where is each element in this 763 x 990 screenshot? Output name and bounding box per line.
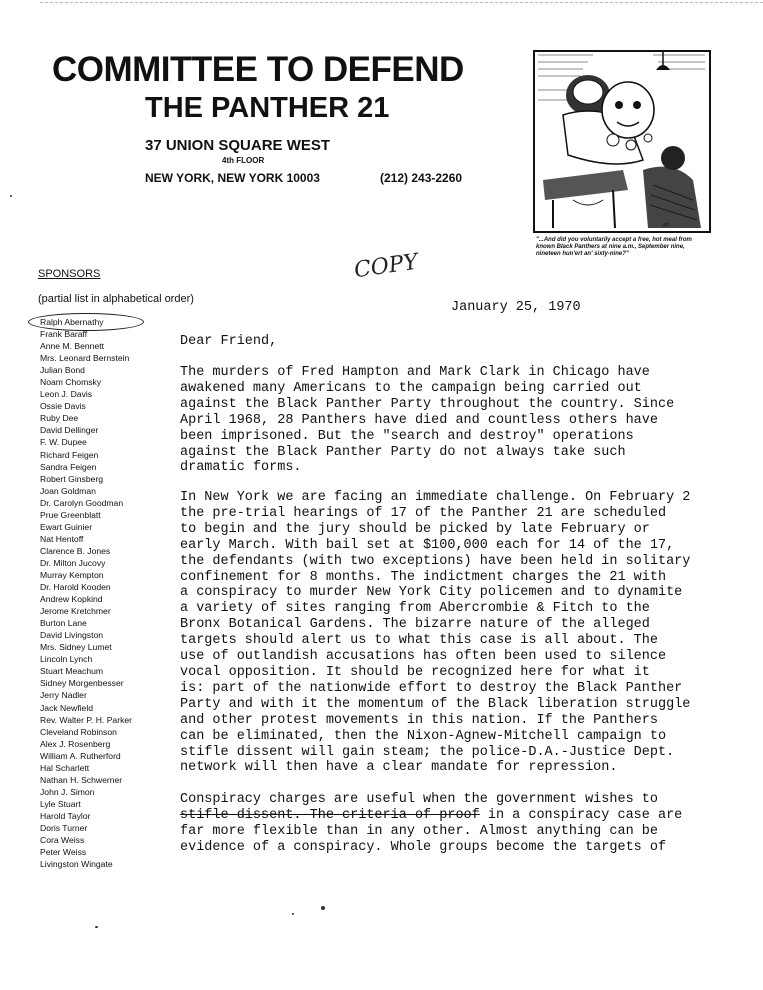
sponsor-name: Frank Baraff xyxy=(40,329,88,340)
sponsor-name: Mrs. Leonard Bernstein xyxy=(40,353,130,364)
sponsor-name: Clarence B. Jones xyxy=(40,545,111,556)
paragraph-line: the defendants (with two exceptions) have been held in solitary xyxy=(180,553,691,569)
paragraph-line: Bronx Botanical Gardens. The bizarre nature of the alleged xyxy=(180,617,650,633)
paragraph-line: use of outlandish accusations has often been used to silence xyxy=(180,649,667,665)
paragraph-line: Conspiracy charges are useful when the government wishes to xyxy=(180,792,658,807)
sponsor-name: Prue Greenblatt xyxy=(40,509,101,520)
sponsor-name: Anne M. Bennett xyxy=(40,341,105,352)
sponsor-name: Sidney Morgenbesser xyxy=(40,678,124,689)
letterhead-subtitle: THE PANTHER 21 xyxy=(145,92,390,124)
sponsor-name: Stuart Meachum xyxy=(40,666,104,677)
sponsor-name: Dr. Harold Kooden xyxy=(40,582,111,593)
paragraph-line: is: part of the nationwide effort to destroy the Black Panther xyxy=(180,680,683,696)
sponsor-name: Jerome Kretchmer xyxy=(40,606,111,617)
paragraph-line: against the Black Panther Party do not always take such xyxy=(180,444,626,460)
sponsor-name: Doris Turner xyxy=(40,822,88,833)
paragraph-line: to begin and the jury should be picked by late February or xyxy=(180,521,650,537)
sponsors-list xyxy=(40,316,132,870)
paragraph-line: against the Black Panther Party throughout the country. Since xyxy=(180,396,675,412)
sponsor-name: William A. Rutherford xyxy=(40,750,121,761)
paragraph-line xyxy=(180,808,682,824)
paragraph-line: targets should alert us to what this case is all about. The xyxy=(180,633,658,649)
paragraph-line: far more flexible than in any other. Almost anything can be xyxy=(180,823,658,839)
svg-text:art: art xyxy=(663,222,669,228)
copy-stamp: COPY xyxy=(352,249,420,284)
paragraph-line: The murders of Fred Hampton and Mark Clark in Chicago have xyxy=(180,365,650,380)
sponsor-name: Nathan H. Schwerner xyxy=(40,774,123,785)
page-top-edge xyxy=(40,2,763,3)
sponsor-name: Hal Scharlett xyxy=(40,762,90,773)
paragraph-line: a variety of sites ranging from Abercrombie & Fitch to the xyxy=(180,601,650,617)
sponsor-name: John J. Simon xyxy=(40,786,95,797)
sponsor-name: David Livingston xyxy=(40,630,104,641)
letter-paragraph-2 xyxy=(180,490,690,776)
sponsor-name: Lyle Stuart xyxy=(40,798,81,809)
sponsor-name: Mrs. Sidney Lumet xyxy=(40,642,112,653)
paragraph-line-rest: in a conspiracy case are xyxy=(479,807,683,823)
sponsor-name: Sandra Feigen xyxy=(40,461,97,472)
sponsor-name: Jerry Nadler xyxy=(40,690,87,701)
political-cartoon xyxy=(533,50,711,233)
paragraph-line: and other protest movements in this nation. If the Panthers xyxy=(180,712,658,728)
sponsor-name: Ossie Davis xyxy=(40,401,86,412)
sponsor-name: Jack Newfield xyxy=(40,702,94,713)
sponsor-name: Andrew Kopkind xyxy=(40,594,103,605)
cartoon-caption: "...And did you voluntarily accept a free, hot meal from known Black Panthers at nine a.m., September nine, nineteen hun'ert an' sixty-nine?" xyxy=(536,237,692,258)
letterhead-address: 37 UNION SQUARE WEST xyxy=(145,137,331,154)
sponsor-name: Ewart Guinier xyxy=(40,521,93,532)
paragraph-line: Party and with it the momentum of the Black liberation struggle xyxy=(180,696,691,712)
struck-text: stifle dissent. The criteria of proof xyxy=(180,807,480,823)
scan-speck xyxy=(10,195,12,197)
paragraph-line: awakened many Americans to the campaign being carried out xyxy=(180,380,642,396)
paragraph-line: been imprisoned. But the "search and destroy" operations xyxy=(180,428,634,444)
sponsor-name: Lincoln Lynch xyxy=(40,654,93,665)
scan-speck xyxy=(321,906,325,910)
letter-paragraph-1 xyxy=(180,365,674,476)
scan-speck xyxy=(95,926,98,928)
sponsors-note: (partial list in alphabetical order) xyxy=(38,293,194,305)
letter-paragraph-3 xyxy=(180,792,682,856)
sponsors-heading: SPONSORS xyxy=(38,268,101,280)
paragraph-line: evidence of a conspiracy. Whole groups become the targets of xyxy=(180,839,667,855)
sponsor-name: Ralph Abernathy xyxy=(40,317,104,327)
paragraph-line: network will then have a clear mandate for repression. xyxy=(180,760,618,776)
sponsor-name: Murray Kempton xyxy=(40,569,104,580)
paragraph-line: early March. With bail set at $100,000 each for 14 of the 17, xyxy=(180,537,675,553)
paragraph-line: dramatic forms. xyxy=(180,460,302,476)
sponsor-name: Richard Feigen xyxy=(40,449,99,460)
sponsor-name: Harold Taylor xyxy=(40,810,91,821)
sponsor-name: Leon J. Davis xyxy=(40,389,93,400)
paragraph-line: the pre-trial hearings of 17 of the Panther 21 are scheduled xyxy=(180,505,667,521)
sponsor-name: Noam Chomsky xyxy=(40,377,102,388)
paragraph-line: In New York we are facing an immediate challenge. On February 2 xyxy=(180,490,691,505)
sponsor-name: Alex J. Rosenberg xyxy=(40,738,111,749)
paragraph-line: April 1968, 28 Panthers have died and countless others have xyxy=(180,412,658,428)
sponsor-name: Robert Ginsberg xyxy=(40,473,104,484)
sponsor-name: Cora Weiss xyxy=(40,835,85,846)
paragraph-line: stifle dissent will gain steam; the police-D.A.-Justice Dept. xyxy=(180,744,675,760)
paragraph-line: confinement for 8 months. The indictment charges the 21 with xyxy=(180,569,667,585)
sponsor-name: Ruby Dee xyxy=(40,413,79,424)
letter-salutation: Dear Friend, xyxy=(180,334,278,349)
sponsor-name: Joan Goldman xyxy=(40,485,96,496)
sponsor-name: Burton Lane xyxy=(40,618,87,629)
paragraph-line: can be eliminated, then the Nixon-Agnew-Mitchell campaign to xyxy=(180,728,667,744)
sponsor-name: David Dellinger xyxy=(40,425,99,436)
paragraph-line: vocal opposition. It should be recognized here for what it xyxy=(180,664,650,680)
sponsor-name: Dr. Carolyn Goodman xyxy=(40,497,124,508)
paragraph-line: a conspiracy to murder New York City policemen and to dynamite xyxy=(180,585,683,601)
sponsor-name: F. W. Dupee xyxy=(40,437,87,448)
sponsor-name: Rev. Walter P. H. Parker xyxy=(40,714,133,725)
sponsor-name: Dr. Milton Jucovy xyxy=(40,557,106,568)
letter-date: January 25, 1970 xyxy=(451,300,581,315)
letterhead-city: NEW YORK, NEW YORK 10003 xyxy=(145,171,320,185)
sponsor-name: Nat Hentoff xyxy=(40,533,84,544)
letterhead-title: COMMITTEE TO DEFEND xyxy=(52,50,464,89)
sponsor-name: Cleveland Robinson xyxy=(40,726,117,737)
sponsor-name: Julian Bond xyxy=(40,365,85,376)
sponsor-name: Peter Weiss xyxy=(40,847,87,858)
scan-speck xyxy=(292,913,294,915)
letterhead-floor: 4th FLOOR xyxy=(222,156,265,165)
letterhead-phone: (212) 243-2260 xyxy=(380,171,463,185)
sponsor-name: Livingston Wingate xyxy=(40,859,113,870)
